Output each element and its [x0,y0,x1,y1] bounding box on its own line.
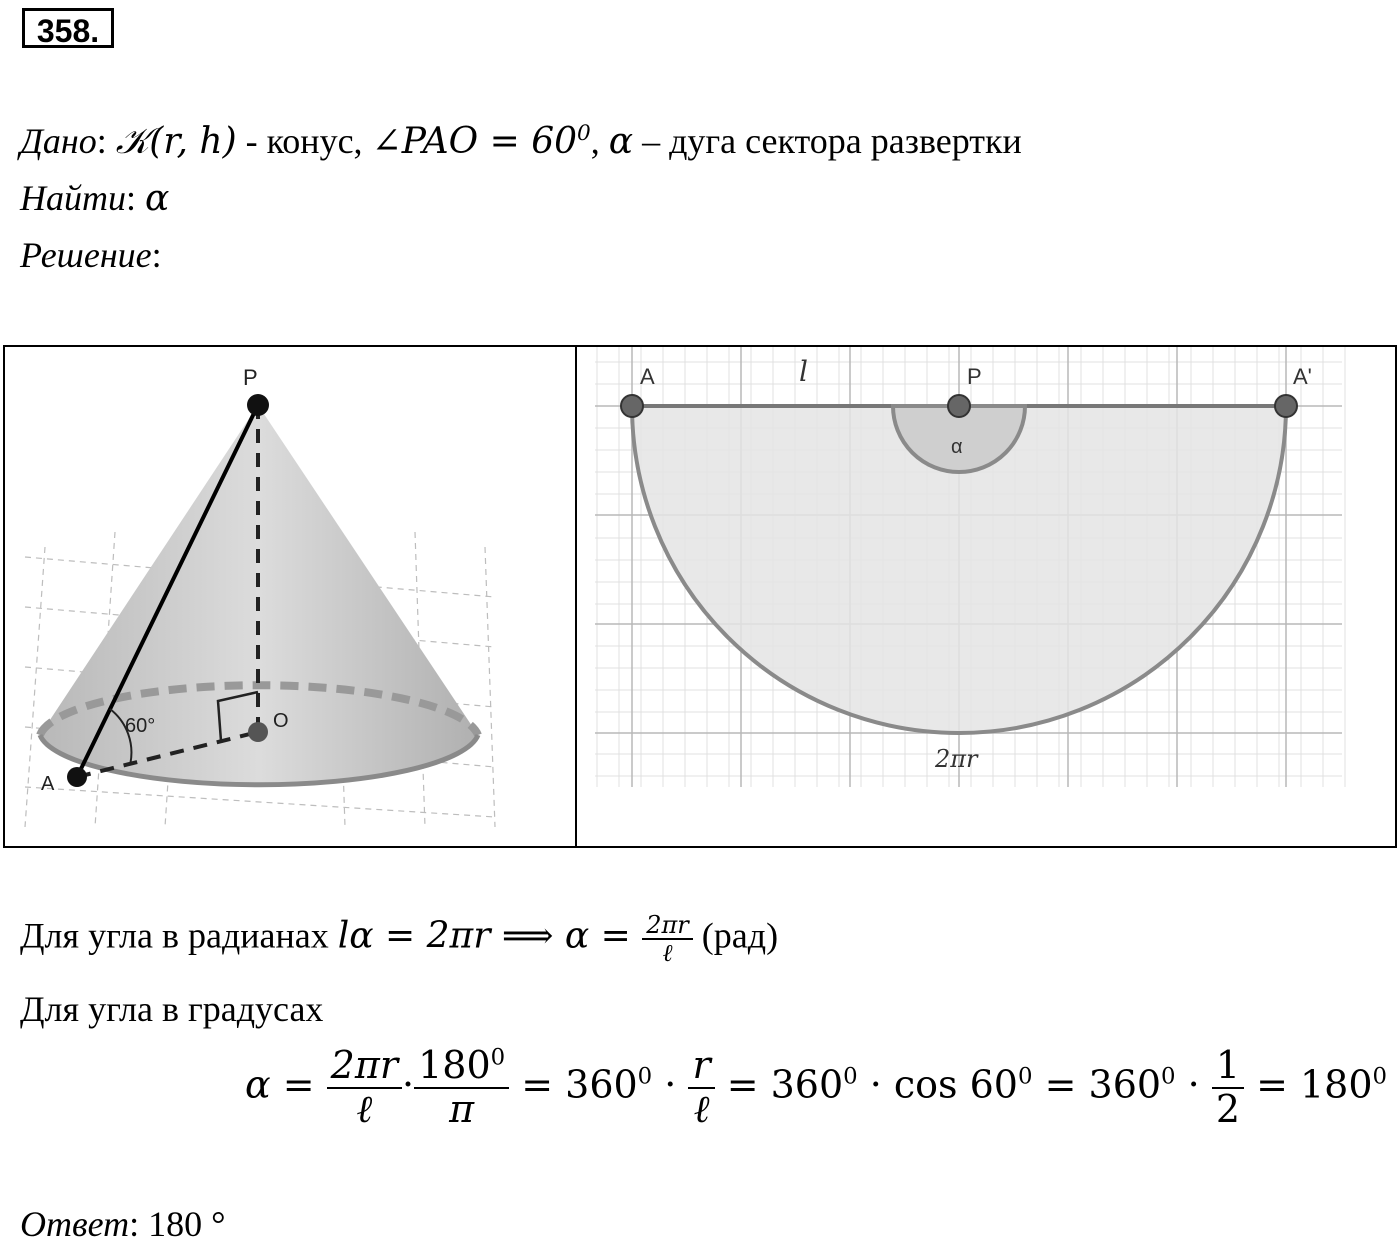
fraction-1-2: $\frac{1}{2}$ [1212,1045,1244,1131]
point-a-prime [1275,395,1297,417]
answer-line: Ответ: 180 ° [20,1204,226,1244]
label-a: A [41,773,55,795]
label-a-prime: A' [1293,364,1312,389]
radians-fraction: $\frac{2\pi r}{\text{ℓ}}$ [642,912,693,967]
fraction-r-l: $\frac{r}{\text{ℓ}}$ [688,1045,714,1131]
label-o: O [273,710,289,732]
label-p: P [967,364,982,389]
solution-label: Решение [20,235,152,275]
label-a: A [640,364,655,389]
solution-line: Решение: [20,235,162,275]
point-a [621,395,643,417]
label-alpha: α [951,436,963,458]
point-p [247,394,269,416]
fraction-2pir-l: $\frac{2\pi r}{\text{ℓ}}$ [327,1045,402,1131]
cone-symbol: 𝒦 [115,121,150,162]
find-line: Найти: α [20,178,170,219]
cone-figure [5,347,574,846]
given-label: Дано [20,121,97,161]
answer-value: 180 ° [139,1204,226,1244]
radians-line: Для угла в радианах lα = 2πr ⟹ α = $\frac{2\pi r}{\text{ℓ}}$ (рад) [20,911,779,968]
degree-formula: α = $\frac{2\pi r}{\text{ℓ}}$ · $\frac{180^0}{\pi}$ = $360^0$ · $\frac{r}{\text{ℓ}}$ = $360^0 \cdot \cos 60^0 = 360^0$ · $\frac{1}{2}$ = $180^0$ [245,1043,1388,1131]
fraction-180-pi: $\frac{180^0}{\pi}$ [414,1045,509,1131]
radians-equation: lα = 2πr ⟹ α = [337,915,643,957]
point-o [248,722,268,742]
point-a [67,767,87,787]
degrees-line: Для угла в градусах [20,989,324,1029]
label-angle-60: 60° [125,715,156,737]
point-p [948,395,970,417]
angle-expression: ∠PAO = 60 [371,121,578,162]
label-p: P [243,365,258,390]
find-label: Найти [20,178,126,218]
answer-label: Ответ [20,1204,130,1244]
find-value: α [145,178,170,219]
development-figure [577,347,1395,846]
label-slant-l: l [799,355,808,388]
problem-number: 358. [22,8,114,48]
label-2pir: 2πr [935,745,978,773]
given-line: Дано: 𝒦(r, h) - конус, ∠PAO = $60^0$, α – дуга сектора развертки [20,121,1022,162]
